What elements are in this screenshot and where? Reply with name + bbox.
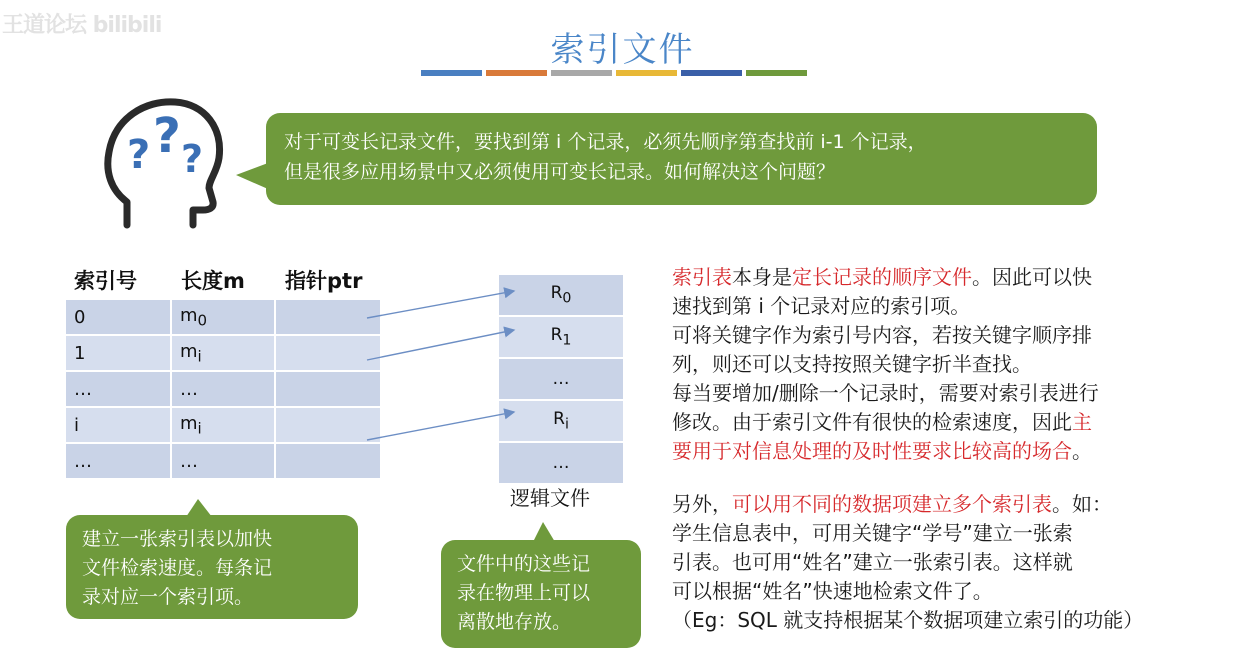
- length-cell: [171, 407, 275, 443]
- length-sub: i: [197, 347, 202, 366]
- pointer-cell: [275, 371, 381, 407]
- table-row: [498, 358, 624, 400]
- table-row: [65, 371, 381, 407]
- record-cell: [498, 316, 624, 358]
- record-base: R: [550, 283, 563, 304]
- title-color-bars: [421, 70, 807, 76]
- table-row: [65, 335, 381, 371]
- color-bar: [746, 70, 807, 76]
- plain-text: 。如：: [1052, 492, 1112, 516]
- color-bar: [421, 70, 482, 76]
- index-cell: …: [65, 443, 171, 479]
- logical-file-caption: 逻辑文件: [510, 486, 590, 510]
- explanation-line: 可以根据“姓名”快速地检索文件了。: [672, 579, 993, 603]
- color-bar: [486, 70, 547, 76]
- explanation-text: [672, 263, 1212, 635]
- pointer-cell: [275, 299, 381, 335]
- explanation-line: [672, 408, 1212, 437]
- explanation-line: [672, 437, 1212, 466]
- note-line: 离散地存放。: [457, 611, 572, 633]
- pointer-arrow: [367, 412, 514, 440]
- header-pointer: 指针ptr: [285, 269, 363, 293]
- note-line: 文件检索速度。每条记: [82, 557, 273, 579]
- length-base: …: [180, 450, 198, 472]
- length-base: …: [180, 378, 198, 400]
- question-line: 对于可变长记录文件，要找到第 i 个记录，必须先顺序第查找前 i-1 个记录，: [284, 131, 927, 153]
- explanation-line: 列，则还可以支持按照关键字折半查找。: [672, 352, 1032, 376]
- index-table: [64, 298, 382, 480]
- question-line: 但是很多应用场景中又必须使用可变长记录。如何解决这个问题？: [284, 161, 836, 183]
- record-cell: [498, 442, 624, 484]
- record-sub: 1: [562, 332, 572, 349]
- color-bar: [681, 70, 742, 76]
- index-table-note-bubble: [66, 515, 358, 619]
- pointer-cell: [275, 443, 381, 479]
- explanation-line: 可将关键字作为索引号内容，若按关键字顺序排: [672, 323, 1092, 347]
- svg-text:?: ?: [153, 108, 181, 164]
- highlight-text: 主: [1072, 410, 1092, 434]
- question-bubble: [266, 113, 1097, 205]
- logical-file-note-bubble: [441, 540, 641, 648]
- explanation-line: [672, 263, 1212, 292]
- color-bar: [616, 70, 677, 76]
- plain-text: 另外，: [672, 492, 732, 516]
- note-line: 建立一张索引表以加快: [82, 528, 273, 550]
- svg-text:?: ?: [127, 132, 151, 178]
- table-row: [65, 299, 381, 335]
- record-base: R: [553, 409, 565, 430]
- record-base: R: [550, 325, 563, 346]
- explanation-line: 学生信息表中，可用关键字“学号”建立一张索: [672, 521, 1073, 545]
- length-base: m: [180, 304, 198, 326]
- length-base: m: [180, 412, 198, 434]
- header-index-no: 索引号: [74, 269, 137, 293]
- length-base: m: [180, 340, 198, 362]
- pointer-arrow: [367, 291, 514, 318]
- length-cell: [171, 299, 275, 335]
- highlight-text: 要用于对信息处理的及时性要求比较高的场合: [672, 439, 1072, 463]
- pointer-arrow: [367, 330, 514, 360]
- table-row: [498, 400, 624, 442]
- pointer-cell: [275, 335, 381, 371]
- plain-text: 本身是: [732, 265, 792, 289]
- explanation-line: （Eg：SQL 就支持根据某个数据项建立索引的功能）: [672, 608, 1144, 632]
- length-cell: [171, 335, 275, 371]
- length-sub: 0: [197, 311, 208, 330]
- table-row: [65, 443, 381, 479]
- index-cell: i: [65, 407, 171, 443]
- length-cell: [171, 371, 275, 407]
- record-cell: [498, 358, 624, 400]
- explanation-line: 速找到第 i 个记录对应的索引项。: [672, 294, 971, 318]
- note-line: 录对应一个索引项。: [82, 586, 254, 608]
- record-cell: [498, 274, 624, 316]
- plain-text: 修改。由于索引文件有很快的检索速度，因此: [672, 410, 1072, 434]
- header-length: 长度m: [181, 269, 245, 293]
- record-sub: 0: [562, 290, 572, 307]
- record-base: …: [552, 369, 570, 389]
- explanation-line: 引表。也可用“姓名”建立一张索引表。这样就: [672, 550, 1073, 574]
- table-row: [65, 407, 381, 443]
- plain-text: 。因此可以快: [972, 265, 1092, 289]
- table-row: [498, 316, 624, 358]
- watermark: 王道论坛 bilibili: [2, 13, 162, 38]
- pointer-cell: [275, 407, 381, 443]
- index-cell: …: [65, 371, 171, 407]
- highlight-text: 索引表: [672, 265, 732, 289]
- highlight-text: 定长记录的顺序文件: [792, 265, 972, 289]
- thinking-head-icon: [97, 90, 227, 230]
- color-bar: [551, 70, 612, 76]
- index-cell: 0: [65, 299, 171, 335]
- logical-file-table: [497, 273, 625, 485]
- highlight-text: 可以用不同的数据项建立多个索引表: [732, 492, 1052, 516]
- note-line: 录在物理上可以: [457, 582, 591, 604]
- svg-text:?: ?: [181, 137, 204, 181]
- table-row: [498, 442, 624, 484]
- record-sub: i: [564, 416, 569, 433]
- index-cell: 1: [65, 335, 171, 371]
- plain-text: 。: [1072, 439, 1092, 463]
- explanation-line: [672, 490, 1212, 519]
- length-sub: i: [197, 419, 202, 438]
- page-title: 索引文件: [550, 30, 695, 70]
- record-cell: [498, 400, 624, 442]
- explanation-line: 每当要增加/删除一个记录时，需要对索引表进行: [672, 381, 1099, 405]
- record-base: …: [552, 453, 570, 473]
- note-line: 文件中的这些记: [457, 553, 591, 575]
- table-row: [498, 274, 624, 316]
- length-cell: [171, 443, 275, 479]
